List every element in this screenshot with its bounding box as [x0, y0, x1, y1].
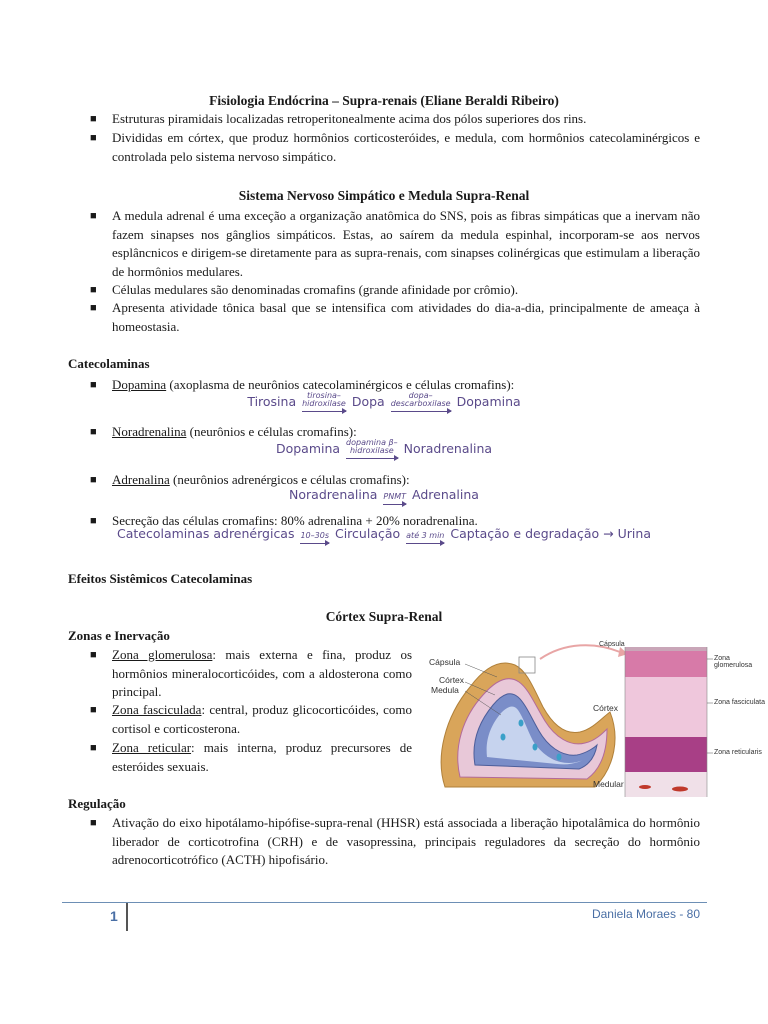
label-cortex: Córtex	[439, 675, 465, 685]
bullet-icon: ■	[90, 704, 97, 716]
bullet-icon: ■	[90, 210, 97, 222]
reaction-arrow: dopa– descarboxilase	[391, 392, 451, 412]
adrenal-figure	[425, 637, 765, 797]
bullet-icon: ■	[90, 474, 97, 486]
bullet-icon: ■	[90, 515, 97, 527]
list-item: ■ Noradrenalina (neurônios e células cromafins):	[90, 423, 700, 442]
term-noradrenalina: Noradrenalina	[112, 424, 187, 439]
page-title: Fisiologia Endócrina – Supra-renais (Eliane Beraldi Ribeiro)	[209, 93, 559, 108]
list-item: ■ Secreção das células cromafins: 80% adrenalina + 20% noradrenalina.	[90, 512, 700, 531]
footer-separator	[126, 903, 128, 931]
label-zona-fasciculata: Zona fasciculata	[714, 699, 765, 706]
list-item: ■ Zona fasciculada: central, produz glicocorticóides, como cortisol e corticosterona.	[90, 702, 412, 736]
list-item: ■ A medula adrenal é uma exceção a organização anatômica do SNS, pois as fibras simpáticas que a inervam não fazem sinapses nos gânglios simpáticos. Estas, ao saírem da medula espinhal, incorporam-se aos nervos esplâncnicos e dirigem-se diretamente para as supra-renais, com sinapses colinérgicas que estimulam a liberação de hormônios medulares.	[90, 208, 700, 279]
bullet-icon: ■	[90, 649, 97, 661]
label-zona-reticularis: Zona reticularis	[714, 749, 762, 756]
section-heading-catecolaminas: Catecolaminas	[68, 356, 150, 371]
subheading-zonas: Zonas e Inervação	[68, 628, 170, 643]
reaction-arrow: até 3 min	[406, 532, 444, 544]
section-heading-sns: Sistema Nervoso Simpático e Medula Supra-Renal	[238, 188, 530, 203]
page-number: 1	[110, 908, 118, 924]
term-adrenalina: Adrenalina	[112, 472, 170, 487]
list-item: ■ Dopamina (axoplasma de neurônios catecolaminérgicos e células cromafins):	[90, 376, 700, 395]
equation-dopamina: Tirosina tirosina– hidroxilase Dopa dopa– descarboxilase Dopamina	[68, 392, 700, 412]
label-cortex-right: Córtex	[593, 703, 619, 713]
list-item: ■ Apresenta atividade tônica basal que se intensifica com atividades do dia-a-dia, principalmente de ameaça à homeostasia.	[90, 300, 700, 334]
reaction-arrow: dopamina β– hidroxilase	[346, 439, 398, 459]
reaction-arrow: tirosina– hidroxilase	[302, 392, 346, 412]
label-zona-glomerulosa: Zona glomerulosa	[714, 655, 753, 669]
bullet-icon: ■	[90, 113, 97, 125]
equation-adrenalina: Noradrenalina PNMT Adrenalina	[68, 487, 700, 505]
bullet-icon: ■	[90, 426, 97, 438]
list-item: ■ Ativação do eixo hipotálamo-hipófise-supra-renal (HHSR) está associada a liberação hipotalâmica do hormônio liberador de corticotrofina (CRH) e de vasopressina, principais reguladores da secreção do hormônio adrenocorticotrófico (ACTH) hipofisário.	[90, 815, 700, 867]
section-heading-regulacao: Regulação	[68, 796, 126, 811]
bullet-icon: ■	[90, 742, 97, 754]
list-item: ■ Adrenalina (neurônios adrenérgicos e células cromafins):	[90, 471, 700, 490]
footer-divider	[62, 902, 707, 903]
bullet-icon: ■	[90, 379, 97, 391]
term-dopamina: Dopamina	[112, 377, 167, 392]
list-item: ■ Divididas em córtex, que produz hormônios corticosteróides, e medula, com hormônios catecolaminérgicos e controlada pelo sistema nervoso simpático.	[90, 130, 700, 164]
label-medula: Medula	[431, 685, 459, 695]
list-item: ■ Células medulares são denominadas cromafins (grande afinidade por crômio).	[90, 281, 700, 300]
bullet-icon: ■	[90, 132, 97, 144]
equation-secrecao: Catecolaminas adrenérgicas 10–30s Circulação até 3 min Captação e degradação → Urina	[68, 526, 700, 544]
label-capsula: Cápsula	[429, 657, 461, 667]
list-item: ■ Estruturas piramidais localizadas retroperitonealmente acima dos pólos superiores dos rins.	[90, 110, 700, 129]
section-heading-cortex: Córtex Supra-Renal	[325, 609, 443, 624]
label-medular: Medular	[593, 779, 624, 789]
bullet-icon: ■	[90, 302, 97, 314]
section-heading-efeitos: Efeitos Sistêmicos Catecolaminas	[68, 571, 253, 586]
label-capsula-top: Cápsula	[599, 641, 625, 648]
equation-noradrenalina: Dopamina dopamina β– hidroxilase Noradrenalina	[68, 439, 700, 459]
reaction-arrow: PNMT	[383, 493, 406, 505]
list-item: ■ Zona reticular: mais interna, produz precursores de esteróides sexuais.	[90, 740, 412, 774]
bullet-icon: ■	[90, 284, 97, 296]
list-item: ■ Zona glomerulosa: mais externa e fina, produz os hormônios mineralocorticóides, com a aldosterona como principal.	[90, 647, 412, 699]
footer-author: Daniela Moraes - 80	[591, 907, 700, 921]
bullet-icon: ■	[90, 817, 97, 829]
reaction-arrow: 10–30s	[300, 532, 329, 544]
